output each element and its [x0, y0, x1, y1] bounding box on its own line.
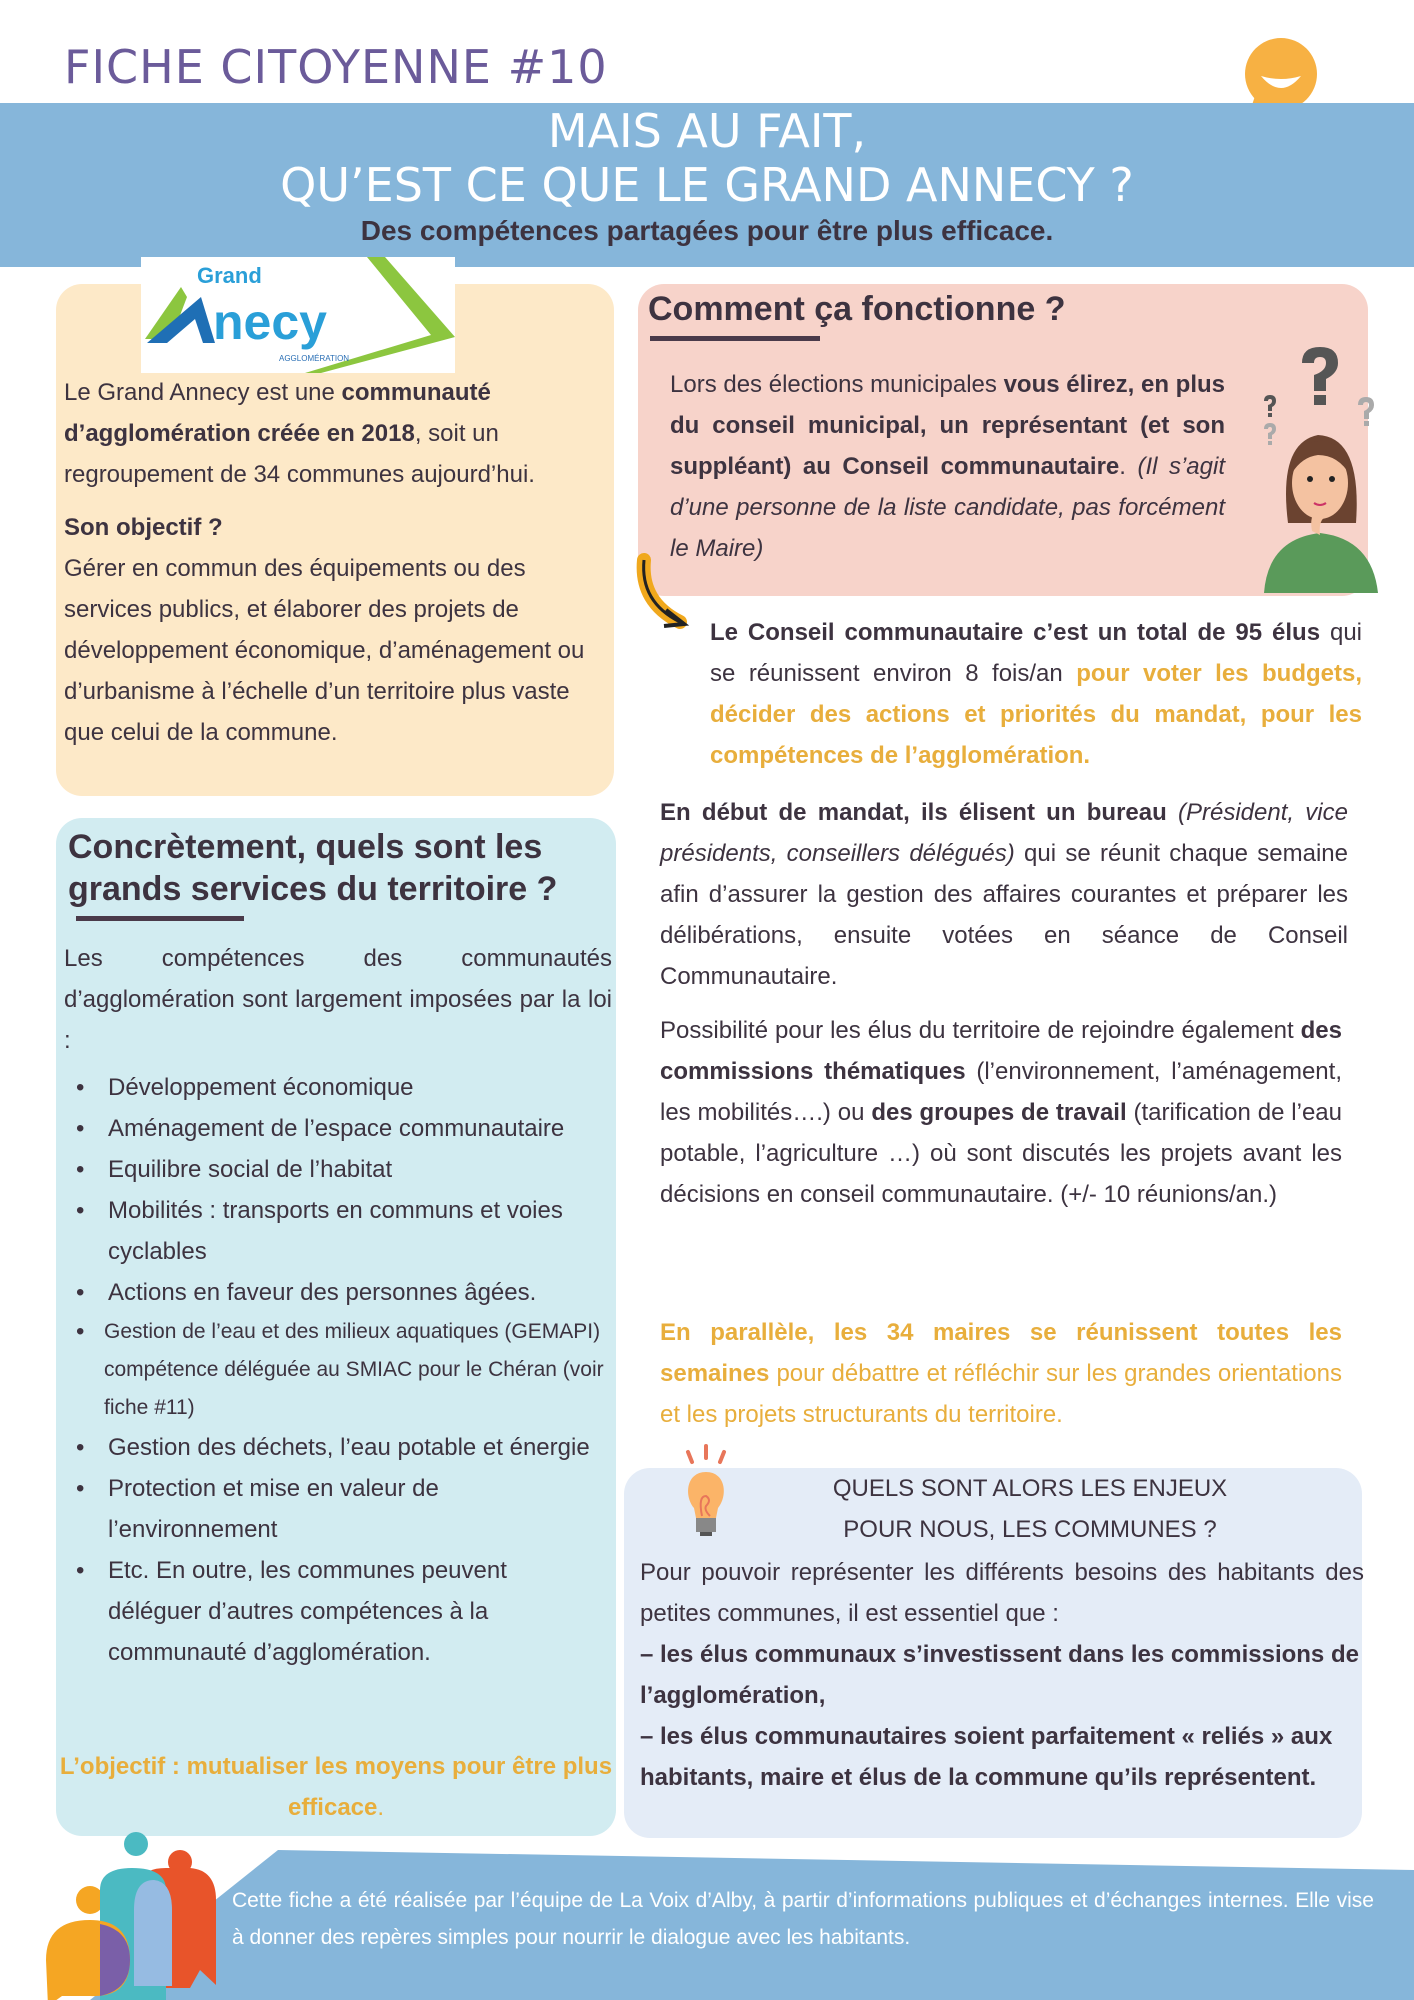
- service-item: • Gestion des déchets, l’eau potable et énergie: [64, 1427, 604, 1468]
- logo-word-annecy: necy: [213, 294, 327, 350]
- heading-underline: [650, 336, 820, 341]
- possibility-groups: des groupes de travail: [871, 1099, 1127, 1126]
- grand-annecy-logo: [141, 257, 455, 373]
- lightbulb-icon: [670, 1440, 740, 1540]
- parallel-bold: En parallèle, les 34 maires se réunissent toutes les semaines: [660, 1319, 1342, 1387]
- council-bold: Le Conseil communautaire c’est un total de 95 élus: [710, 619, 1321, 646]
- parallel-plain: pour débattre et réfléchir sur les grandes orientations et les projets structurants du territoire.: [660, 1360, 1342, 1428]
- main-title: [0, 104, 1414, 212]
- services-objective: [56, 1746, 616, 1828]
- how-text-italic: (Il s’agit d’une personne de la liste candidate, pas forcément le Maire): [670, 453, 1225, 562]
- services-heading: Concrètement, quels sont les grands services du territoire ?: [68, 828, 558, 908]
- objective-heading: Son objectif ?: [64, 514, 223, 541]
- intro-text-c: , soit un regroupement de 34 communes aujourd’hui.: [64, 420, 535, 488]
- question-mark-icon: [1264, 395, 1276, 417]
- main-title-line-1: MAIS AU FAIT,: [547, 104, 867, 158]
- stakes-point-1: – les élus communaux s’investissent dans les commissions de l’agglomération,: [640, 1641, 1359, 1709]
- question-mark-icon: [1302, 347, 1338, 405]
- service-item: • Etc. En outre, les communes peuvent déléguer d’autres compétences à la communauté d’agglomération.: [64, 1550, 604, 1673]
- bureau-italic: (Président, vice présidents, conseillers délégués): [660, 799, 1348, 867]
- council-text: [710, 612, 1362, 776]
- bureau-text: [660, 792, 1348, 997]
- subtitle: Des compétences partagées pour être plus efficace.: [360, 215, 1054, 246]
- parallel-text: [660, 1312, 1342, 1435]
- logo-graphic: [141, 257, 455, 373]
- services-list: [64, 1067, 604, 1673]
- bureau-plain: qui se réunit chaque semaine afin d’assurer la gestion des affaires courantes et préparer les délibérations, ensuite votées en séance de Conseil Communautaire.: [660, 840, 1348, 990]
- services-intro: Les compétences des communautés d’agglomération sont largement imposées par la loi :: [64, 945, 612, 1054]
- stakes-heading-line-1: QUELS SONT ALORS LES ENJEUX: [832, 1475, 1228, 1502]
- possibility-3: (l’environnement, l’aménagement, les mobilités….) ou: [660, 1058, 1342, 1126]
- service-item: • Actions en faveur des personnes âgées.: [64, 1272, 604, 1313]
- people-group-icon: [40, 1820, 230, 2000]
- possibility-commissions: des commissions thématiques: [660, 1017, 1342, 1085]
- stakes-point-2: – les élus communautaires soient parfaitement « reliés » aux habitants, maire et élus de la commune qu’ils représentent.: [640, 1723, 1333, 1791]
- stakes-heading-line-2: POUR NOUS, LES COMMUNES ?: [843, 1516, 1217, 1543]
- main-title-line-2: QU’EST CE QUE LE GRAND ANNECY ?: [280, 158, 1134, 212]
- council-highlight: pour voter les budgets, décider des actions et priorités du mandat, pour les compétences de l’agglomération.: [710, 660, 1362, 769]
- service-item: • Gestion de l’eau et des milieux aquatiques (GEMAPI) compétence déléguée au SMIAC pour le Chéran (voir fiche #11): [64, 1313, 604, 1427]
- possibility-text: [660, 1010, 1342, 1215]
- service-item: • Protection et mise en valeur de l’environnement: [64, 1468, 604, 1550]
- intro-text-a: Le Grand Annecy est une: [64, 379, 342, 406]
- how-text-bold: vous élirez, en plus du conseil municipal, un représentant (et son suppléant) au Conseil communautaire: [670, 371, 1225, 480]
- possibility-1: Possibilité pour les élus du territoire de rejoindre également: [660, 1017, 1301, 1044]
- service-item: • Mobilités : transports en communs et voies cyclables: [64, 1190, 604, 1272]
- fiche-number-title: FICHE CITOYENNE #10: [64, 40, 608, 94]
- bureau-bold: En début de mandat, ils élisent un bureau: [660, 799, 1167, 826]
- how-it-works-text: [670, 364, 1225, 569]
- objective-text: Gérer en commun des équipements ou des services publics, et élaborer des projets de développement économique, d’aménagement ou d’urbanisme à l’échelle d’un territoire plus vaste que celui de la commune.: [64, 555, 585, 746]
- how-text-3: .: [1119, 453, 1138, 480]
- stakes-heading: [760, 1468, 1300, 1550]
- stakes-text: [640, 1552, 1364, 1798]
- possibility-5: (tarification de l’eau potable, l’agriculture …) où sont discutés les projets avant les décisions en conseil communautaire. (+/- 10 réunions/an.): [660, 1099, 1342, 1208]
- intro-text: [64, 372, 612, 753]
- question-mark-icon: [1264, 423, 1276, 445]
- objective-period: .: [377, 1794, 385, 1821]
- service-item: • Aménagement de l’espace communautaire: [64, 1108, 604, 1149]
- footer-text: Cette fiche a été réalisée par l’équipe de La Voix d’Alby, à partir d’informations publiques et d’échanges internes. Elle vise à donner des repères simples pour nourrir le dialogue avec les habitants.: [232, 1889, 1374, 1949]
- how-it-works-heading: Comment ça fonctionne ?: [648, 290, 1066, 328]
- service-item: • Equilibre social de l’habitat: [64, 1149, 604, 1190]
- curved-arrow-icon: [636, 552, 706, 632]
- intro-paragraph: [64, 372, 612, 495]
- council-plain: qui se réunissent environ 8 fois/an: [710, 619, 1362, 687]
- objective-bold: L’objectif : mutualiser les moyens pour être plus efficace: [59, 1753, 613, 1821]
- heading-underline: [76, 916, 244, 921]
- intro-text-bold: communauté d’agglomération créée en 2018: [64, 379, 491, 447]
- thinking-woman-illustration: [1258, 343, 1382, 593]
- logo-word-agglomeration: AGGLOMÉRATION: [279, 354, 350, 363]
- how-text-1: Lors des élections municipales: [670, 371, 1004, 398]
- logo-word-grand: Grand: [197, 263, 262, 288]
- stakes-intro: Pour pouvoir représenter les différents besoins des habitants des petites communes, il est essentiel que :: [640, 1559, 1364, 1627]
- service-item: • Développement économique: [64, 1067, 604, 1108]
- question-mark-icon: [1358, 397, 1374, 426]
